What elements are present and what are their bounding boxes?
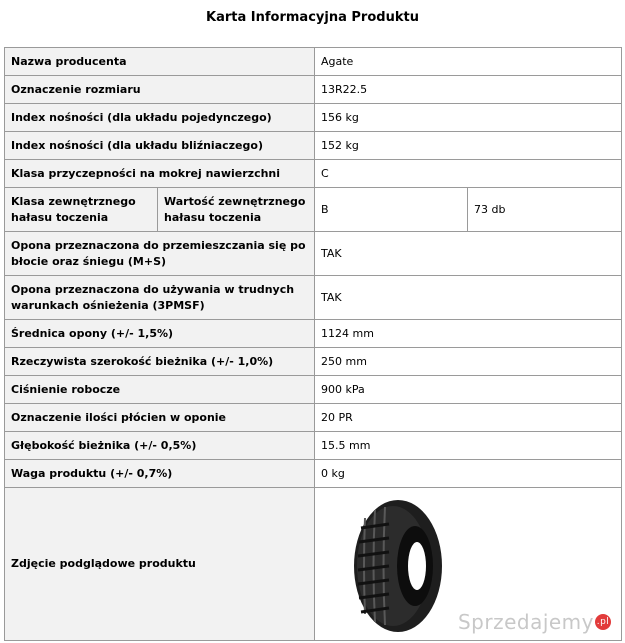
table-row <box>5 132 622 160</box>
page-title: Karta Informacyjna Produktu <box>206 10 419 25</box>
tire-icon <box>343 498 453 634</box>
mud-snow-value: TAK <box>315 232 622 276</box>
table-row <box>5 432 622 460</box>
load-single-label: Index nośności (dla układu pojedynczego) <box>5 104 315 132</box>
watermark-text: Sprzedajemy <box>457 610 594 634</box>
table-row <box>5 160 622 188</box>
noise-class-value: B <box>315 188 468 232</box>
load-single-value: 156 kg <box>315 104 622 132</box>
table-row <box>5 348 622 376</box>
pmsf-value: TAK <box>315 276 622 320</box>
noise-class-label: Klasa zewnętrznego hałasu toczenia <box>5 188 158 232</box>
table-row <box>5 188 622 232</box>
pressure-label: Ciśnienie robocze <box>5 376 315 404</box>
diameter-value: 1124 mm <box>315 320 622 348</box>
wet-grip-value: C <box>315 160 622 188</box>
watermark-badge: .pl <box>595 614 611 630</box>
preview-label: Zdjęcie podglądowe produktu <box>5 488 315 641</box>
diameter-label: Średnica opony (+/- 1,5%) <box>5 320 315 348</box>
table-row <box>5 320 622 348</box>
noise-value-label: Wartość zewnętrznego hałasu toczenia <box>158 188 315 232</box>
mud-snow-label: Opona przeznaczona do przemieszczania się po błocie oraz śniegu (M+S) <box>5 232 315 276</box>
noise-db-value: 73 db <box>468 188 622 232</box>
load-dual-label: Index nośności (dla układu bliźniaczego) <box>5 132 315 160</box>
tread-width-value: 250 mm <box>315 348 622 376</box>
table-row <box>5 48 622 76</box>
weight-value: 0 kg <box>315 460 622 488</box>
tread-width-label: Rzeczywista szerokość bieżnika (+/- 1,0%) <box>5 348 315 376</box>
load-dual-value: 152 kg <box>315 132 622 160</box>
manufacturer-value: Agate <box>315 48 622 76</box>
pressure-value: 900 kPa <box>315 376 622 404</box>
wet-grip-label: Klasa przyczepności na mokrej nawierzchni <box>5 160 315 188</box>
size-value: 13R22.5 <box>315 76 622 104</box>
table-row <box>5 232 622 276</box>
table-row <box>5 460 622 488</box>
tread-depth-label: Głębokość bieżnika (+/- 0,5%) <box>5 432 315 460</box>
table-row <box>5 376 622 404</box>
watermark <box>457 610 611 634</box>
pmsf-label: Opona przeznaczona do używania w trudnych warunkach ośnieżenia (3PMSF) <box>5 276 315 320</box>
size-label: Oznaczenie rozmiaru <box>5 76 315 104</box>
manufacturer-label: Nazwa producenta <box>5 48 315 76</box>
table-row <box>5 488 622 641</box>
table-row <box>5 276 622 320</box>
tire-image <box>315 488 621 640</box>
preview-cell <box>315 488 622 641</box>
table-row <box>5 104 622 132</box>
table-row <box>5 404 622 432</box>
tread-depth-value: 15.5 mm <box>315 432 622 460</box>
ply-rating-value: 20 PR <box>315 404 622 432</box>
product-info-table <box>4 47 622 641</box>
weight-label: Waga produktu (+/- 0,7%) <box>5 460 315 488</box>
ply-rating-label: Oznaczenie ilości płócien w oponie <box>5 404 315 432</box>
table-row <box>5 76 622 104</box>
